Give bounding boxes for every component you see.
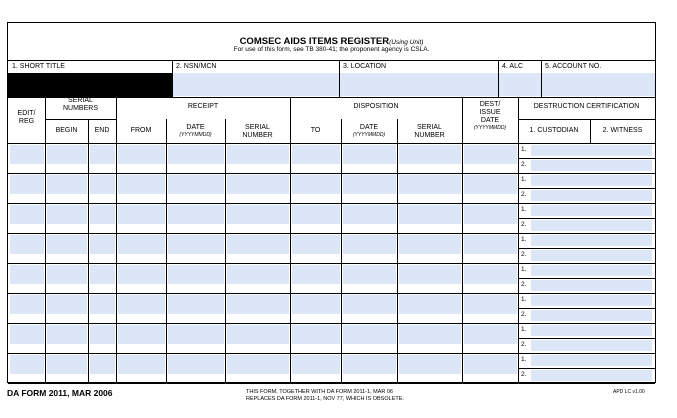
location-label: 3. LOCATION bbox=[343, 63, 387, 70]
signature-marker: 1. bbox=[521, 206, 527, 213]
field-from[interactable] bbox=[118, 295, 165, 314]
field-begin[interactable] bbox=[47, 235, 87, 254]
field-disposition-date[interactable] bbox=[343, 175, 396, 194]
nsn-label: 2. NSN/MCN bbox=[176, 63, 217, 70]
field-disposition-serial[interactable] bbox=[399, 265, 461, 284]
divider bbox=[518, 248, 655, 249]
witness-signature-field[interactable] bbox=[531, 280, 652, 291]
divider bbox=[518, 368, 655, 369]
divider bbox=[8, 323, 655, 324]
field-receipt-serial[interactable] bbox=[227, 355, 289, 374]
divider bbox=[88, 119, 89, 383]
signature-marker: 2. bbox=[521, 371, 527, 378]
divider bbox=[8, 263, 655, 264]
header-serial-numbers: SERIAL NUMBERS bbox=[62, 97, 98, 112]
header-disposition: DISPOSITION bbox=[353, 103, 399, 110]
custodian-signature-field[interactable] bbox=[531, 175, 652, 186]
field-disposition-date[interactable] bbox=[343, 205, 396, 224]
header-to: TO bbox=[310, 127, 321, 134]
signature-marker: 1. bbox=[521, 326, 527, 333]
divider bbox=[8, 383, 655, 384]
field-receipt-date[interactable] bbox=[168, 175, 224, 194]
form-title-main: COMSEC AIDS ITEMS REGISTER bbox=[239, 36, 390, 47]
alc-label: 4. ALC bbox=[502, 63, 524, 70]
field-disposition-date[interactable] bbox=[343, 145, 396, 164]
footer-note bbox=[246, 389, 404, 403]
form-title-note: (Using Unit) bbox=[389, 39, 424, 46]
field-receipt-date[interactable] bbox=[168, 355, 224, 374]
divider bbox=[8, 143, 655, 144]
field-edit-reg[interactable] bbox=[10, 205, 44, 224]
signature-marker: 2. bbox=[521, 191, 527, 198]
divider bbox=[518, 158, 655, 159]
header-destruction-certification: DESTRUCTION CERTIFICATION bbox=[533, 103, 640, 110]
custodian-signature-field[interactable] bbox=[531, 325, 652, 336]
signature-marker: 2. bbox=[521, 251, 527, 258]
field-receipt-serial[interactable] bbox=[227, 175, 289, 194]
field-disposition-date[interactable] bbox=[343, 295, 396, 314]
signature-marker: 2. bbox=[521, 311, 527, 318]
field-edit-reg[interactable] bbox=[10, 145, 44, 164]
field-dest-issue-date[interactable] bbox=[464, 265, 517, 284]
witness-signature-field[interactable] bbox=[531, 250, 652, 261]
form-id: DA FORM 2011, MAR 2006 bbox=[7, 388, 113, 398]
witness-signature-field[interactable] bbox=[531, 160, 652, 171]
divider bbox=[8, 203, 655, 204]
divider bbox=[341, 119, 342, 383]
header-end: END bbox=[94, 127, 110, 134]
field-end[interactable] bbox=[90, 265, 115, 284]
field-to[interactable] bbox=[292, 205, 340, 224]
field-dest-issue-date[interactable] bbox=[464, 235, 517, 254]
divider bbox=[8, 60, 655, 61]
field-edit-reg[interactable] bbox=[10, 265, 44, 284]
header-edit-reg: EDIT/ REG bbox=[17, 110, 36, 125]
field-disposition-serial[interactable] bbox=[399, 205, 461, 224]
short-title-field[interactable] bbox=[8, 73, 172, 97]
field-receipt-serial[interactable] bbox=[227, 235, 289, 254]
custodian-signature-field[interactable] bbox=[531, 205, 652, 216]
custodian-signature-field[interactable] bbox=[531, 295, 652, 306]
field-edit-reg[interactable] bbox=[10, 325, 44, 344]
field-receipt-serial[interactable] bbox=[227, 325, 289, 344]
field-begin[interactable] bbox=[47, 205, 87, 224]
signature-marker: 1. bbox=[521, 176, 527, 183]
field-disposition-date[interactable] bbox=[343, 325, 396, 344]
divider bbox=[518, 308, 655, 309]
divider bbox=[462, 97, 463, 383]
field-disposition-serial[interactable] bbox=[399, 325, 461, 344]
nsn-field[interactable] bbox=[173, 73, 339, 96]
signature-marker: 1. bbox=[521, 296, 527, 303]
account-field[interactable] bbox=[542, 73, 655, 96]
signature-marker: 1. bbox=[521, 146, 527, 153]
form-version: APD LC v1.00 bbox=[613, 389, 645, 395]
field-from[interactable] bbox=[118, 355, 165, 374]
field-from[interactable] bbox=[118, 145, 165, 164]
footer-note-line-2: REPLACES DA FORM 2011-1, NOV 77, WHICH IS OBSOLETE. bbox=[246, 396, 404, 402]
field-begin[interactable] bbox=[47, 145, 87, 164]
field-disposition-date[interactable] bbox=[343, 355, 396, 374]
divider bbox=[225, 119, 226, 383]
field-disposition-date[interactable] bbox=[343, 235, 396, 254]
divider bbox=[8, 353, 655, 354]
header-receipt-serial: SERIAL NUMBER bbox=[242, 124, 273, 139]
divider bbox=[8, 293, 655, 294]
location-field[interactable] bbox=[340, 73, 498, 96]
field-from[interactable] bbox=[118, 235, 165, 254]
field-begin[interactable] bbox=[47, 175, 87, 194]
field-edit-reg[interactable] bbox=[10, 235, 44, 254]
field-from[interactable] bbox=[118, 205, 165, 224]
field-receipt-date[interactable] bbox=[168, 235, 224, 254]
field-dest-issue-date[interactable] bbox=[464, 355, 517, 374]
field-end[interactable] bbox=[90, 355, 115, 374]
field-receipt-date[interactable] bbox=[168, 265, 224, 284]
signature-marker: 2. bbox=[521, 281, 527, 288]
field-end[interactable] bbox=[90, 145, 115, 164]
form-subtitle: For use of this form, see TB 380-41; the proponent agency is CSLA. bbox=[233, 46, 430, 53]
field-to[interactable] bbox=[292, 295, 340, 314]
alc-field[interactable] bbox=[499, 73, 541, 96]
field-end[interactable] bbox=[90, 235, 115, 254]
divider bbox=[518, 338, 655, 339]
witness-signature-field[interactable] bbox=[531, 340, 652, 351]
divider bbox=[518, 97, 519, 383]
field-receipt-date[interactable] bbox=[168, 295, 224, 314]
field-disposition-serial[interactable] bbox=[399, 295, 461, 314]
signature-marker: 2. bbox=[521, 341, 527, 348]
field-edit-reg[interactable] bbox=[10, 175, 44, 194]
field-disposition-serial[interactable] bbox=[399, 145, 461, 164]
field-to[interactable] bbox=[292, 265, 340, 284]
field-end[interactable] bbox=[90, 295, 115, 314]
field-to[interactable] bbox=[292, 325, 340, 344]
field-receipt-date[interactable] bbox=[168, 205, 224, 224]
field-receipt-date[interactable] bbox=[168, 325, 224, 344]
field-from[interactable] bbox=[118, 265, 165, 284]
signature-marker: 1. bbox=[521, 266, 527, 273]
field-end[interactable] bbox=[90, 175, 115, 194]
field-edit-reg[interactable] bbox=[10, 295, 44, 314]
signature-marker: 1. bbox=[521, 356, 527, 363]
field-begin[interactable] bbox=[47, 295, 87, 314]
field-to[interactable] bbox=[292, 355, 340, 374]
custodian-signature-field[interactable] bbox=[531, 355, 652, 366]
divider bbox=[518, 278, 655, 279]
divider bbox=[590, 119, 591, 143]
field-dest-issue-date[interactable] bbox=[464, 175, 517, 194]
header-receipt: RECEIPT bbox=[187, 103, 219, 110]
field-dest-issue-date[interactable] bbox=[464, 145, 517, 164]
field-from[interactable] bbox=[118, 175, 165, 194]
divider bbox=[518, 218, 655, 219]
divider bbox=[290, 97, 291, 383]
witness-signature-field[interactable] bbox=[531, 370, 652, 381]
divider bbox=[116, 97, 117, 383]
field-disposition-date[interactable] bbox=[343, 265, 396, 284]
signature-marker: 2. bbox=[521, 221, 527, 228]
field-receipt-serial[interactable] bbox=[227, 265, 289, 284]
field-end[interactable] bbox=[90, 205, 115, 224]
divider bbox=[166, 119, 167, 383]
header-witness: 2. WITNESS bbox=[602, 127, 643, 134]
comsec-register-form bbox=[7, 22, 656, 383]
field-disposition-serial[interactable] bbox=[399, 175, 461, 194]
field-begin[interactable] bbox=[47, 265, 87, 284]
field-dest-issue-date[interactable] bbox=[464, 325, 517, 344]
header-custodian: 1. CUSTODIAN bbox=[529, 127, 579, 134]
header-from: FROM bbox=[130, 127, 152, 134]
divider bbox=[518, 188, 655, 189]
field-dest-issue-date[interactable] bbox=[464, 295, 517, 314]
field-begin[interactable] bbox=[47, 355, 87, 374]
divider bbox=[8, 233, 655, 234]
field-receipt-serial[interactable] bbox=[227, 295, 289, 314]
field-receipt-serial[interactable] bbox=[227, 205, 289, 224]
field-edit-reg[interactable] bbox=[10, 355, 44, 374]
divider bbox=[518, 119, 655, 120]
field-to[interactable] bbox=[292, 235, 340, 254]
divider bbox=[8, 173, 655, 174]
custodian-signature-field[interactable] bbox=[531, 145, 652, 156]
witness-signature-field[interactable] bbox=[531, 190, 652, 201]
signature-marker: 2. bbox=[521, 161, 527, 168]
field-disposition-serial[interactable] bbox=[399, 355, 461, 374]
header-disposition-serial: SERIAL NUMBER bbox=[414, 124, 445, 139]
field-dest-issue-date[interactable] bbox=[464, 205, 517, 224]
witness-signature-field[interactable] bbox=[531, 310, 652, 321]
divider bbox=[45, 97, 46, 383]
custodian-signature-field[interactable] bbox=[531, 235, 652, 246]
signature-marker: 1. bbox=[521, 236, 527, 243]
divider bbox=[397, 119, 398, 383]
field-begin[interactable] bbox=[47, 325, 87, 344]
field-end[interactable] bbox=[90, 325, 115, 344]
field-from[interactable] bbox=[118, 325, 165, 344]
field-receipt-date[interactable] bbox=[168, 145, 224, 164]
header-receipt-date: DATE (YYYYMMDD) bbox=[179, 124, 212, 138]
divider bbox=[45, 119, 116, 120]
field-to[interactable] bbox=[292, 175, 340, 194]
header-dest-issue-date: DEST/ ISSUE DATE (YYYYMMDD) bbox=[473, 101, 507, 131]
field-to[interactable] bbox=[292, 145, 340, 164]
header-begin: BEGIN bbox=[55, 127, 78, 134]
field-disposition-serial[interactable] bbox=[399, 235, 461, 254]
field-receipt-serial[interactable] bbox=[227, 145, 289, 164]
account-label: 5. ACCOUNT NO. bbox=[545, 63, 602, 70]
custodian-signature-field[interactable] bbox=[531, 265, 652, 276]
header-disposition-date: DATE (YYYYMMDD) bbox=[352, 124, 386, 138]
witness-signature-field[interactable] bbox=[531, 220, 652, 231]
short-title-label: 1. SHORT TITLE bbox=[12, 63, 65, 70]
footer-note-line-1: THIS FORM, TOGETHER WITH DA FORM 2011-1, MAR 06 bbox=[246, 389, 393, 395]
